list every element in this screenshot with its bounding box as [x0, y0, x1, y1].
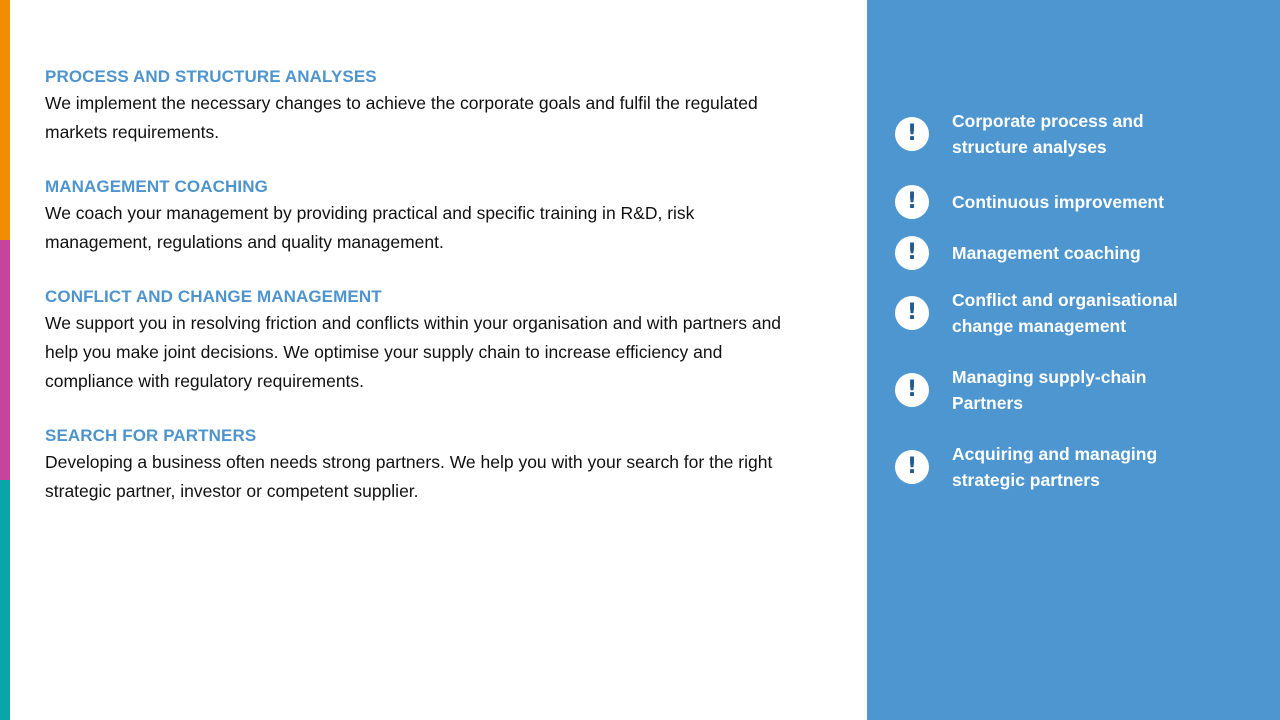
side-item: [895, 287, 1265, 339]
side-item-label: Acquiring and managing strategic partners: [952, 444, 1158, 490]
section-title: CONFLICT AND CHANGE MANAGEMENT: [45, 287, 382, 306]
exclamation-icon: !: [895, 117, 929, 151]
exclamation-icon: !: [895, 373, 929, 407]
side-item: [895, 185, 1265, 219]
side-item-label: Corporate process and structure analyses: [952, 111, 1144, 157]
section-title: MANAGEMENT COACHING: [45, 177, 268, 196]
side-item: [895, 236, 1265, 270]
exclamation-icon: !: [895, 450, 929, 484]
section-title: PROCESS AND STRUCTURE ANALYSES: [45, 67, 377, 86]
section-search-partners: [45, 423, 785, 506]
side-item-label: Management coaching: [952, 243, 1141, 263]
exclamation-icon: !: [895, 296, 929, 330]
section-body: We support you in resolving friction and conflicts within your organisation and with partners and help you make joint decisions. We optimise your supply chain to increase efficiency and compliance with regulatory requirements.: [45, 313, 782, 391]
accent-segment-orange: [0, 0, 10, 240]
accent-segment-magenta: [0, 240, 10, 480]
section-management-coaching: [45, 174, 785, 257]
section-body: We coach your management by providing practical and specific training in R&D, risk management, regulations and quality management.: [45, 203, 695, 252]
accent-segment-teal: [0, 480, 10, 720]
section-conflict-change: [45, 284, 785, 396]
services-content: [45, 64, 785, 533]
accent-strip: [0, 0, 10, 720]
exclamation-icon: !: [895, 236, 929, 270]
section-process-structure: [45, 64, 785, 147]
section-body: Developing a business often needs strong partners. We help you with your search for the right strategic partner, investor or competent supplier.: [45, 452, 773, 501]
side-item: [895, 441, 1265, 493]
section-body: We implement the necessary changes to achieve the corporate goals and fulfil the regulated markets requirements.: [45, 93, 758, 142]
side-item: [895, 364, 1265, 416]
side-item: [895, 108, 1265, 160]
side-panel: [867, 0, 1280, 720]
side-item-label: Conflict and organisational change management: [952, 290, 1178, 336]
exclamation-icon: !: [895, 185, 929, 219]
side-list: [867, 0, 1280, 720]
side-item-label: Continuous improvement: [952, 192, 1164, 212]
side-item-label: Managing supply-chain Partners: [952, 367, 1147, 413]
section-title: SEARCH FOR PARTNERS: [45, 426, 257, 445]
